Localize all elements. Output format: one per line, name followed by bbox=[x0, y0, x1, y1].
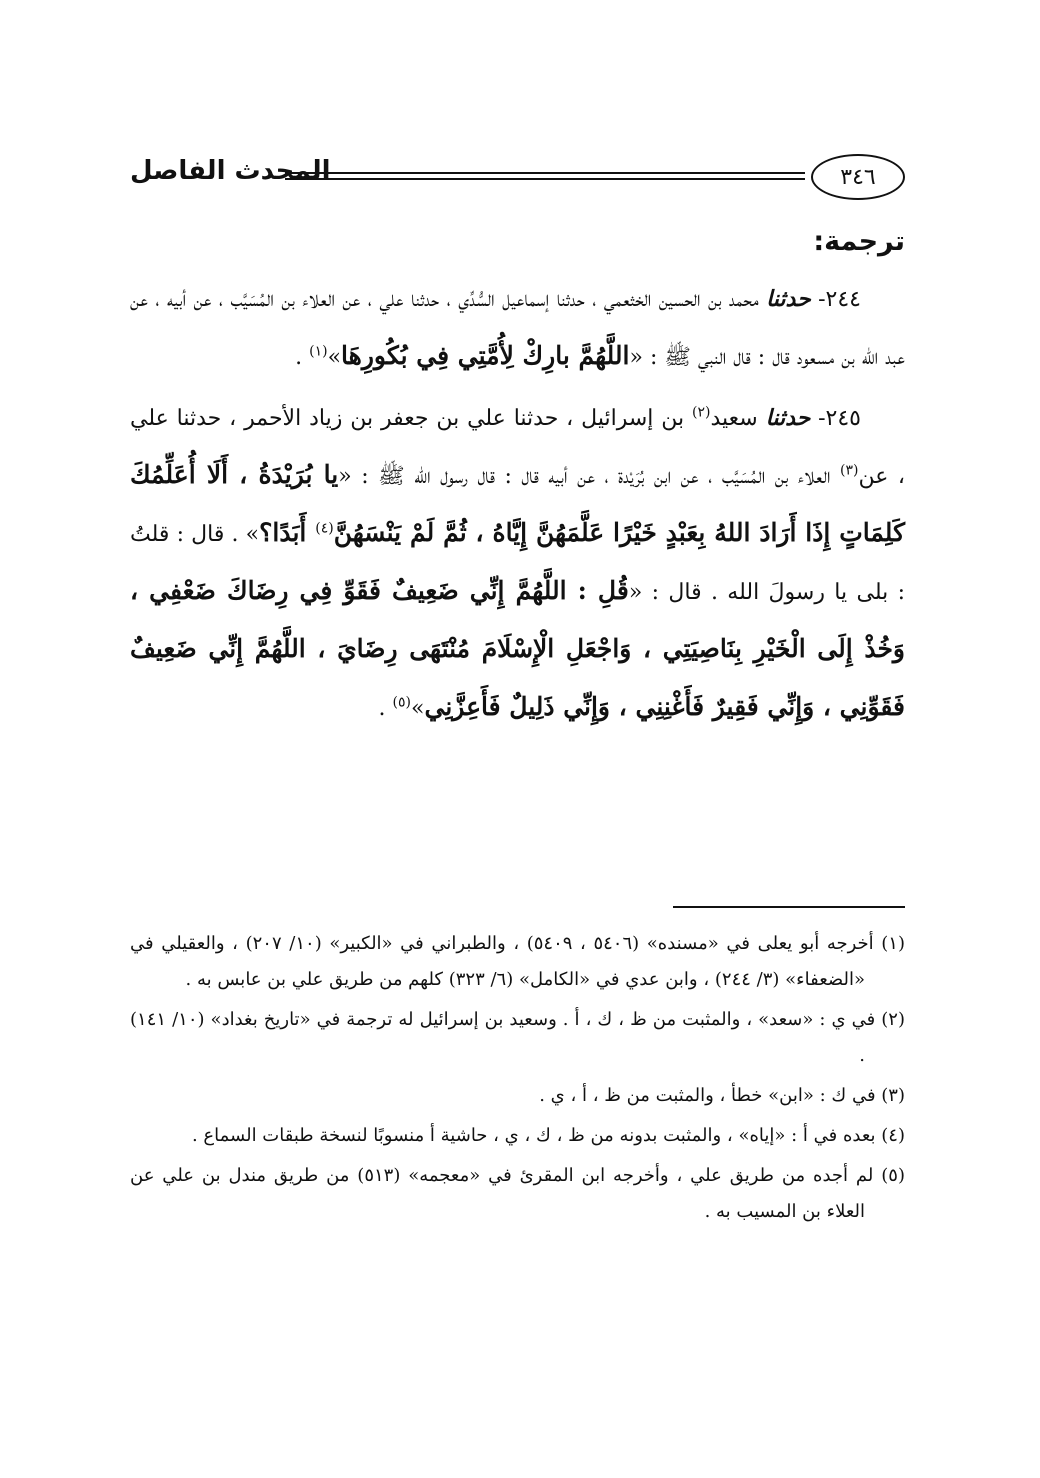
prophetic-text: أَبَدًا؟ bbox=[259, 518, 316, 547]
header-rule bbox=[285, 172, 805, 174]
footnote-5: (٥) لم أجده من طريق علي ، وأخرجه ابن المقرئ في «معجمه» (٥١٣) من طريق مندل بن علي عن العلاء بن المسيب به . bbox=[130, 1165, 905, 1222]
section-title: ترجمة: bbox=[813, 226, 905, 257]
hadith-244 bbox=[130, 271, 905, 386]
footnote-ref-5[interactable]: (٥) bbox=[392, 694, 412, 711]
page-header bbox=[130, 148, 905, 206]
hadith-text: » bbox=[411, 696, 425, 721]
haddathana-word: حدثنا bbox=[766, 286, 811, 312]
prophetic-text: اللَّهُمَّ بارِكْ لِأُمَّتِي فِي بُكُورِهَا bbox=[341, 341, 630, 370]
prophetic-text: قُلِ : اللَّهُمَّ إِنِّي ضَعِيفٌ فَقَوِّ فِي رِضَاكَ ضَعْفِي ، وَخُذْ إِلَى الْخَيْرِ بِنَاصِيَتِي ، وَاجْعَلِ الْإِسْلَامَ مُنْتَهَى رِضَايَ ، اللَّهُمَّ إِنِّي ضَعِيفٌ فَقَوِّنِي ، وَإِنِّي فَقِيرٌ فَأَغْنِنِي ، وَإِنِّي ذَلِيلٌ فَأَعِزَّنِي bbox=[130, 576, 905, 721]
hadith-text: . bbox=[295, 345, 310, 370]
hadith-text: محمد بن الحسين الخثعمي ، حدثنا إسماعيل السُّدِّي ، حدثنا علي ، عن العلاء بن المُسَيَّب ، عن أبيه ، عن عبد الله بن مسعود قال : قال النبي ﷺ : « bbox=[130, 287, 905, 370]
footnote-ref-1[interactable]: (١) bbox=[309, 343, 328, 360]
haddathana-word: حدثنا bbox=[765, 405, 811, 431]
hadith-text: » . قال : قلتُ : بلى يا رسولَ الله . قال : « bbox=[130, 522, 905, 605]
header-rule bbox=[285, 178, 805, 180]
footnote-divider bbox=[673, 906, 905, 908]
hadith-text: العلاء بن المُسَيَّب ، عن ابن بُرَيْدة ، عن أبيه قال : قال رسول الله ﷺ : « bbox=[338, 464, 841, 489]
footnote-4: (٤) بعده في أ : «إياه» ، والمثبت بدونه من ظ ، ك ، ي ، حاشية أ منسوبًا لنسخة طبقات السماع . bbox=[191, 1125, 905, 1146]
footnote-1: (١) أخرجه أبو يعلى في «مسنده» (٥٤٠٦ ، ٥٤٠٩) ، والطبراني في «الكبير» (١٠/ ٢٠٧) ، والعقيلي في «الضعفاء» (٣/ ٢٤٤) ، وابن عدي في «الكامل» (٦/ ٣٢٣) كلهم من طريق علي بن عابس به . bbox=[130, 933, 905, 990]
hadith-number: ٢٤٥- bbox=[810, 406, 861, 431]
hadith-245 bbox=[130, 390, 905, 737]
hadith-text: سعيد bbox=[710, 406, 766, 431]
hadith-number: ٢٤٤- bbox=[810, 287, 861, 312]
footnote-3: (٣) في ك : «ابن» خطأ ، والمثبت من ظ ، أ ، ي . bbox=[539, 1085, 905, 1106]
main-text bbox=[130, 226, 905, 741]
footnote-ref-4[interactable]: (٤) bbox=[315, 520, 334, 537]
footnotes bbox=[130, 926, 905, 1234]
hadith-text: » bbox=[327, 345, 342, 370]
page-number: ٣٤٦ bbox=[811, 154, 905, 200]
footnote-ref-2[interactable]: (٢) bbox=[692, 404, 711, 421]
footnote-ref-3[interactable]: (٣) bbox=[840, 462, 859, 479]
prophetic-text: يا بُرَيْدَةُ ، أَلَا أُعَلِّمُكَ كَلِمَاتٍ إِذَا أَرَادَ اللهُ بِعَبْدٍ خَيْرًا عَلَّمَهُنَّ إِيَّاهُ ، ثُمَّ لَمْ يَنْسَهُنَّ bbox=[130, 460, 905, 547]
hadith-text: بن إسرائيل ، حدثنا علي بن جعفر بن زياد الأحمر ، حدثنا علي ، عن bbox=[130, 406, 905, 489]
running-title: المحدث الفاصل bbox=[130, 156, 331, 186]
footnote-2: (٢) في ي : «سعد» ، والمثبت من ظ ، ك ، أ . وسعيد بن إسرائيل له ترجمة في «تاريخ بغداد» (١٠/ ١٤١) . bbox=[130, 1009, 905, 1066]
hadith-text: . bbox=[378, 696, 393, 721]
